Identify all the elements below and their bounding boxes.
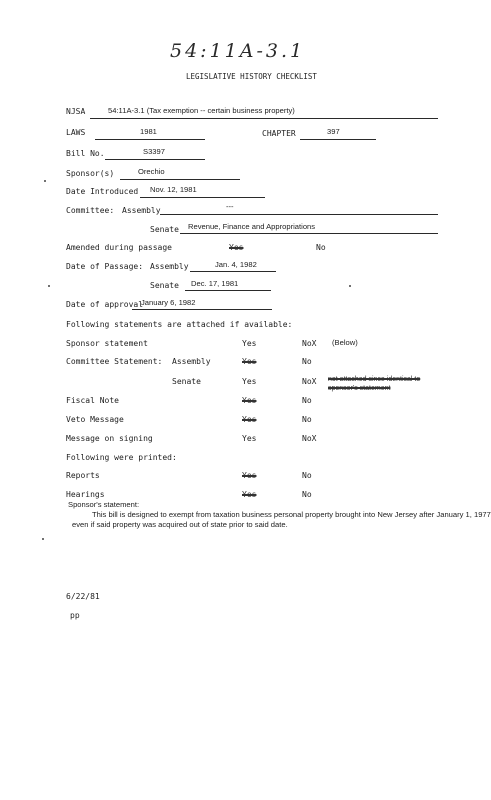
committee-assembly-value: --- (226, 202, 234, 211)
committee-statement-senate-yes: Yes (242, 377, 257, 386)
hearings-yes: Yes (242, 490, 257, 499)
amended-yes: Yes (229, 243, 244, 252)
reports-yes: Yes (242, 471, 257, 480)
footer-date: 6/22/81 (66, 592, 100, 601)
statement-heading: Sponsor's statement: (68, 500, 140, 509)
printed-heading: Following were printed: (66, 453, 177, 462)
scan-speck (349, 285, 351, 287)
statement-body: This bill is designed to exempt from taxation business personal property brought into New Jersey after January 1, 1977 even if said property was acquired out of state prior to said date. (72, 510, 491, 529)
committee-statement-assembly-label: Assembly (172, 357, 211, 366)
laws-label: LAWS (66, 128, 86, 137)
sponsor-label: Sponsor(s) (66, 169, 115, 178)
sponsor-statement-label: Sponsor statement (66, 339, 148, 348)
fiscal-note-no: No (302, 396, 312, 405)
njsa-label: NJSA (66, 107, 86, 116)
committee-statement-senate-struck-line2: sponsor's statement (328, 385, 391, 392)
fiscal-note-yes: Yes (242, 396, 257, 405)
njsa-value: 54:11A-3.1 (Tax exemption -- certain business property) (108, 106, 295, 115)
date-introduced-label: Date Introduced (66, 187, 139, 196)
page-title: LEGISLATIVE HISTORY CHECKLIST (186, 72, 317, 81)
passage-senate-value: Dec. 17, 1981 (191, 279, 239, 288)
hearings-no: No (302, 490, 312, 499)
footer-initials: pp (70, 611, 80, 620)
message-on-signing-label: Message on signing (66, 434, 153, 443)
sponsor-value: Orechio (138, 167, 165, 176)
committee-assembly-label: Assembly (122, 206, 161, 215)
committee-statement-senate-no: NoX (302, 377, 317, 386)
reports-label: Reports (66, 471, 100, 480)
chapter-value: 397 (327, 127, 340, 136)
approval-value: January 6, 1982 (141, 298, 196, 307)
committee-statement-label: Committee Statement: (66, 357, 163, 366)
chapter-label: CHAPTER (262, 129, 296, 138)
veto-message-yes: Yes (242, 415, 257, 424)
reports-no: No (302, 471, 312, 480)
committee-senate-value: Revenue, Finance and Appropriations (188, 222, 316, 231)
passage-assembly-label: Assembly (150, 262, 189, 271)
sponsor-statement-no: NoX (302, 339, 317, 348)
committee-label: Committee: (66, 206, 115, 215)
bill-value: S3397 (143, 147, 165, 156)
hearings-label: Hearings (66, 490, 105, 499)
handwritten-citation: 54:11A-3.1 (170, 40, 306, 62)
amended-no: No (316, 243, 326, 252)
committee-statement-senate-struck-line1: not attached since identical to (328, 376, 421, 383)
veto-message-label: Veto Message (66, 415, 124, 424)
veto-message-no: No (302, 415, 312, 424)
amended-label: Amended during passage (66, 243, 172, 252)
scan-speck (48, 285, 50, 287)
passage-assembly-value: Jan. 4, 1982 (215, 260, 257, 269)
passage-label: Date of Passage: (66, 262, 144, 271)
fiscal-note-label: Fiscal Note (66, 396, 119, 405)
committee-statement-assembly-yes: Yes (242, 357, 257, 366)
committee-statement-assembly-no: No (302, 357, 312, 366)
message-on-signing-yes: Yes (242, 434, 257, 443)
attached-heading: Following statements are attached if available: (66, 320, 293, 329)
bill-label: Bill No. (66, 149, 105, 158)
sponsor-statement-note: (Below) (332, 338, 358, 347)
approval-label: Date of approval (66, 300, 144, 309)
sponsor-statement-yes: Yes (242, 339, 257, 348)
passage-senate-label: Senate (150, 281, 179, 290)
scan-speck (44, 180, 46, 182)
message-on-signing-no: NoX (302, 434, 317, 443)
laws-value: 1981 (140, 127, 157, 136)
date-introduced-value: Nov. 12, 1981 (150, 185, 197, 194)
committee-statement-senate-label: Senate (172, 377, 201, 386)
committee-senate-label: Senate (150, 225, 179, 234)
scan-speck (42, 538, 44, 540)
